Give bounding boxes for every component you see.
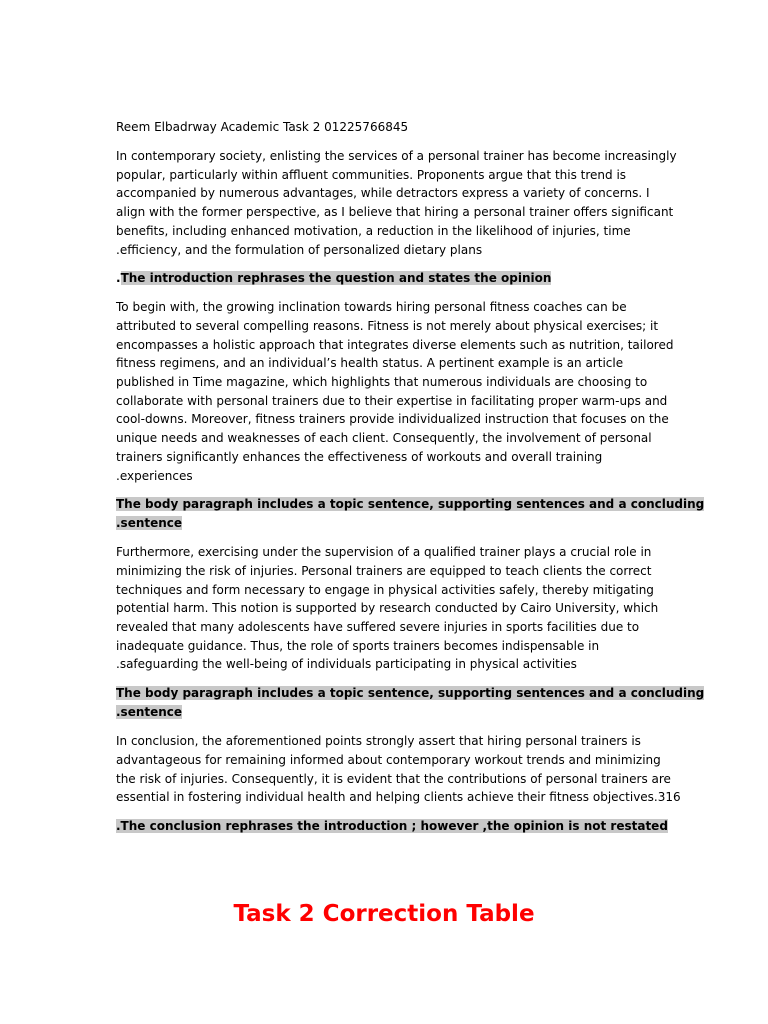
intro-comment-text: The introduction rephrases the question and states the opinion: [120, 271, 552, 286]
body1-line: To begin with, the growing inclination towards hiring personal fitness coaches can be: [116, 300, 627, 315]
intro-comment-line: [116, 269, 656, 288]
intro-line: benefits, including enhanced motivation, a reduction in the likelihood of injuries, time: [116, 223, 631, 238]
conclusion-line: In conclusion, the aforementioned points strongly assert that hiring personal trainers is: [116, 734, 641, 749]
body1-line: cool-downs. Moreover, fitness trainers provide individualized instruction that focuses on the: [116, 412, 669, 427]
body-paragraph-2: [116, 543, 659, 674]
body1-line: published in Time magazine, which highlights that numerous individuals are choosing to: [116, 375, 648, 390]
body1-comment-line: [116, 495, 705, 514]
body1-line: .experiences: [116, 468, 193, 483]
body1-comment-line: [116, 514, 656, 533]
body2-line: minimizing the risk of injuries. Personal trainers are equipped to teach clients the correct: [116, 563, 652, 578]
conclusion-line: advantageous for remaining informed about contemporary workout trends and minimizing: [116, 752, 661, 767]
body2-line: revealed that many adolescents have suffered severe injuries in sports facilities due to: [116, 620, 640, 635]
body2-comment: [116, 684, 705, 722]
body2-comment-line: [116, 684, 705, 703]
conclusion-line: the risk of injuries. Consequently, it is evident that the contributions of personal trainers are: [116, 771, 671, 786]
conclusion-comment-line: [116, 817, 668, 836]
body1-line: unique needs and weaknesses of each client. Consequently, the involvement of personal: [116, 431, 652, 446]
intro-paragraph: [116, 147, 677, 259]
body2-comment-line: [116, 703, 656, 722]
body1-comment-text: The body paragraph includes a topic sentence, supporting sentences and a concluding: [116, 497, 705, 512]
intro-comment-prefix: .: [116, 271, 121, 286]
body2-line: potential harm. This notion is supported by research conducted by Cairo University, which: [116, 601, 659, 616]
body1-comment-text: .sentence: [116, 516, 183, 531]
document-content: [116, 118, 705, 846]
body2-line: inadequate guidance. Thus, the role of sports trainers becomes indispensable in: [116, 638, 600, 653]
conclusion-paragraph: [116, 732, 681, 807]
intro-line: .efficiency, and the formulation of personalized dietary plans: [116, 242, 483, 257]
intro-line: align with the former perspective, as I believe that hiring a personal trainer offers significant: [116, 205, 674, 220]
body1-line: fitness regimens, and an individual’s health status. A pertinent example is an article: [116, 356, 624, 371]
author-header: Reem Elbadrway Academic Task 2 01225766845: [116, 120, 409, 134]
body2-line: Furthermore, exercising under the supervision of a qualified trainer plays a crucial role in: [116, 545, 652, 560]
body2-comment-text: .sentence: [116, 705, 183, 720]
body2-line: .safeguarding the well-being of individuals participating in physical activities: [116, 657, 577, 672]
body-paragraph-1: [116, 298, 674, 485]
conclusion-comment: [116, 817, 668, 836]
body1-line: encompasses a holistic approach that integrates diverse elements such as nutrition, tailored: [116, 337, 674, 352]
body1-line: trainers significantly enhances the effectiveness of workouts and overall training: [116, 449, 603, 464]
conclusion-line: essential in fostering individual health and helping clients achieve their fitness objectives.316: [116, 790, 681, 805]
body2-comment-text: The body paragraph includes a topic sentence, supporting sentences and a concluding: [116, 686, 705, 701]
body1-line: collaborate with personal trainers due to their expertise in facilitating proper warm-ups and: [116, 393, 668, 408]
intro-comment: [116, 269, 656, 288]
intro-line: In contemporary society, enlisting the services of a personal trainer has become increasingly: [116, 149, 677, 163]
intro-line: popular, particularly within affluent communities. Proponents argue that this trend is: [116, 167, 627, 182]
body1-line: attributed to several compelling reasons. Fitness is not merely about physical exercises; it: [116, 318, 659, 333]
conclusion-comment-text: .The conclusion rephrases the introduction ; however ,the opinion is not restated: [116, 818, 668, 833]
body2-line: techniques and form necessary to engage in physical activities safely, thereby mitigating: [116, 582, 654, 597]
body1-comment: [116, 495, 705, 533]
correction-table-title: Task 2 Correction Table: [233, 901, 535, 927]
intro-line: accompanied by numerous advantages, while detractors express a variety of concerns. I: [116, 186, 650, 201]
